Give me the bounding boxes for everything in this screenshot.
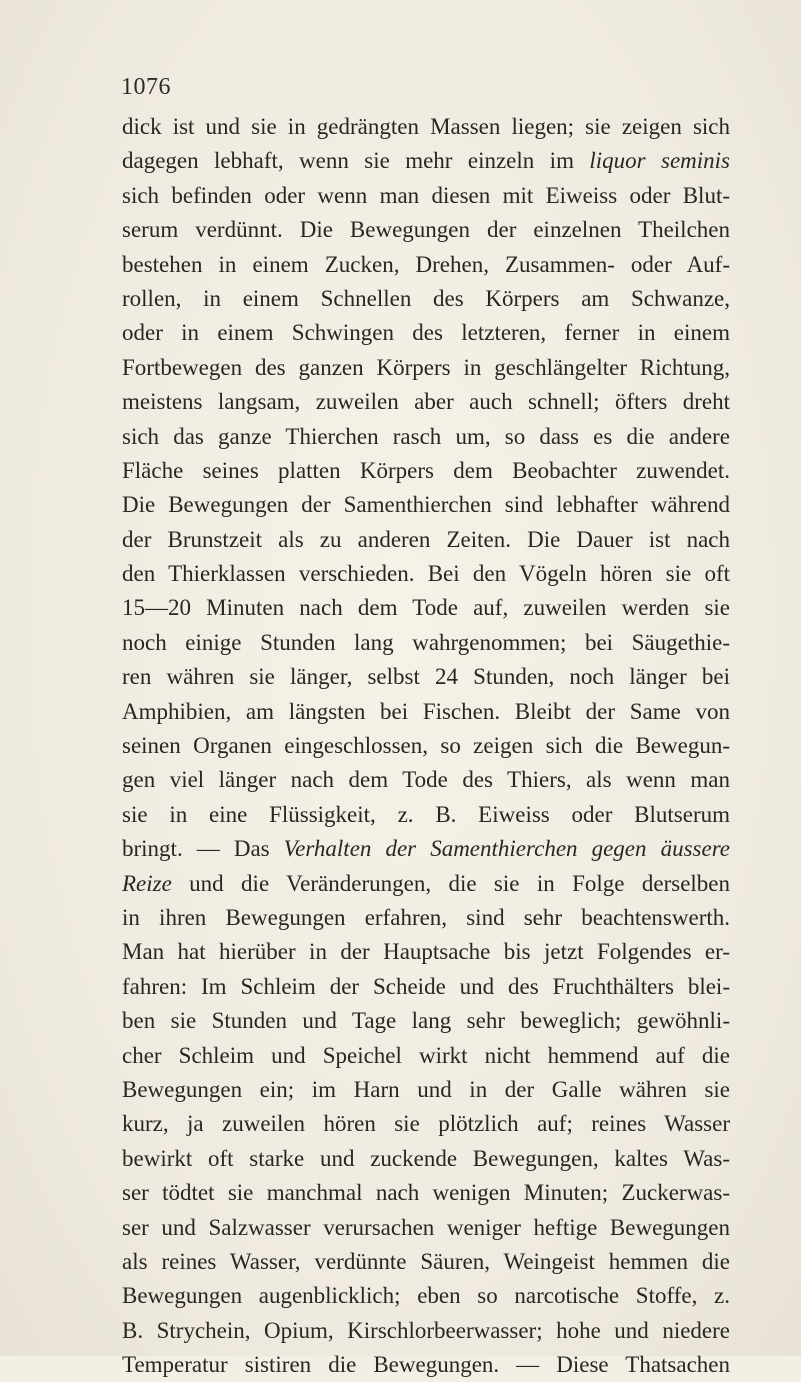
text-line bbox=[122, 1073, 730, 1107]
text-line bbox=[122, 1107, 730, 1141]
text-segment: Die Bewegungen der Samenthierchen sind lebhafter während bbox=[122, 492, 730, 518]
text-line bbox=[122, 1348, 730, 1382]
text-line bbox=[122, 1039, 730, 1073]
text-line bbox=[122, 1279, 730, 1313]
text-line bbox=[122, 523, 730, 557]
text-segment: sich befinden oder wenn man diesen mit Eiweiss oder Blut- bbox=[122, 182, 730, 208]
text-segment: ben sie Stunden und Tage lang sehr beweglich; gewöhnli- bbox=[122, 1008, 730, 1034]
text-segment: sich das ganze Thierchen rasch um, so dass es die andere bbox=[122, 423, 730, 449]
text-line bbox=[122, 1142, 730, 1176]
text-line bbox=[122, 454, 730, 488]
text-segment: Bewegungen ein; im Harn und in der Galle währen sie bbox=[122, 1076, 730, 1102]
text-line bbox=[122, 1245, 730, 1279]
text-segment: in ihren Bewegungen erfahren, sind sehr beachtenswerth. bbox=[122, 904, 730, 930]
text-line bbox=[122, 248, 730, 282]
text-segment: seinen Organen eingeschlossen, so zeigen sich die Bewegun- bbox=[122, 733, 730, 759]
text-line bbox=[122, 110, 730, 144]
text-segment: meistens langsam, zuweilen aber auch schnell; öfters dreht bbox=[122, 389, 730, 415]
text-segment: Fläche seines platten Körpers dem Beobachter zuwendet. bbox=[122, 457, 730, 483]
text-line bbox=[122, 591, 730, 625]
italic-text: Verhalten der Samenthierchen gegen äussere bbox=[283, 836, 730, 862]
text-segment: cher Schleim und Speichel wirkt nicht hemmend auf die bbox=[122, 1042, 730, 1068]
text-line bbox=[122, 729, 730, 763]
text-segment: ren währen sie länger, selbst 24 Stunden, noch länger bei bbox=[122, 664, 730, 690]
text-segment: serum verdünnt. Die Bewegungen der einzelnen Theilchen bbox=[122, 217, 730, 243]
text-line bbox=[122, 557, 730, 591]
text-segment: dick ist und sie in gedrängten Massen liegen; sie zeigen sich bbox=[122, 114, 730, 139]
text-segment: den Thierklassen verschieden. Bei den Vögeln hören sie oft bbox=[122, 561, 730, 587]
body-text bbox=[122, 110, 730, 1382]
text-line bbox=[122, 832, 730, 866]
text-segment: Man hat hierüber in der Hauptsache bis jetzt Folgendes er- bbox=[122, 939, 730, 965]
text-segment: und die Veränderungen, die sie in Folge derselben bbox=[171, 870, 730, 896]
text-line bbox=[122, 695, 730, 729]
text-line bbox=[122, 1004, 730, 1038]
text-segment: dagegen lebhaft, wenn sie mehr einzeln im bbox=[122, 148, 590, 174]
text-segment: 15—20 Minuten nach dem Tode auf, zuweilen werden sie bbox=[122, 595, 730, 621]
text-segment: noch einige Stunden lang wahrgenommen; bei Säugethie- bbox=[122, 629, 730, 655]
text-line bbox=[122, 626, 730, 660]
italic-text: liquor seminis bbox=[589, 148, 731, 174]
text-line bbox=[122, 970, 730, 1004]
text-line bbox=[122, 316, 730, 350]
text-segment: der Brunstzeit als zu anderen Zeiten. Die Dauer ist nach bbox=[122, 526, 730, 552]
text-line bbox=[122, 213, 730, 247]
text-segment: Amphibien, am längsten bei Fischen. Bleibt der Same von bbox=[122, 698, 730, 724]
text-line bbox=[122, 1314, 730, 1348]
text-segment: bestehen in einem Zucken, Drehen, Zusammen- oder Auf- bbox=[122, 251, 730, 277]
text-segment: ser und Salzwasser verursachen weniger heftige Bewegungen bbox=[122, 1214, 730, 1240]
text-segment: fahren: Im Schleim der Scheide und des Fruchthälters blei- bbox=[122, 973, 730, 999]
text-segment: sie in eine Flüssigkeit, z. B. Eiweiss oder Blutserum bbox=[122, 801, 730, 827]
text-line bbox=[122, 351, 730, 385]
text-segment: ser tödtet sie manchmal nach wenigen Minuten; Zuckerwas- bbox=[122, 1180, 730, 1206]
text-segment: bewirkt oft starke und zuckende Bewegungen, kaltes Was- bbox=[122, 1145, 730, 1171]
text-segment: B. Strychein, Opium, Kirschlorbeerwasser; hohe und niedere bbox=[122, 1317, 730, 1343]
text-line bbox=[122, 488, 730, 522]
text-segment: Temperatur sistiren die Bewegungen. — Diese Thatsachen bbox=[122, 1352, 730, 1378]
text-segment: bringt. — Das bbox=[122, 836, 284, 862]
text-segment: gen viel länger nach dem Tode des Thiers, als wenn man bbox=[122, 767, 730, 793]
text-line bbox=[122, 179, 730, 213]
text-line bbox=[122, 901, 730, 935]
text-line bbox=[122, 420, 730, 454]
page-number: 1076 bbox=[121, 74, 171, 100]
text-line bbox=[122, 763, 730, 797]
text-line bbox=[122, 798, 730, 832]
text-line bbox=[122, 1176, 730, 1210]
text-segment: rollen, in einem Schnellen des Körpers am Schwanze, bbox=[122, 285, 730, 311]
text-line bbox=[122, 385, 730, 419]
text-line bbox=[122, 144, 730, 178]
text-line bbox=[122, 282, 730, 316]
text-segment: Fortbewegen des ganzen Körpers in geschlängelter Richtung, bbox=[122, 354, 730, 380]
text-segment: Bewegungen augenblicklich; eben so narcotische Stoffe, z. bbox=[122, 1283, 730, 1309]
text-segment: kurz, ja zuweilen hören sie plötzlich auf; reines Wasser bbox=[122, 1111, 730, 1137]
italic-text: Reize bbox=[122, 870, 172, 896]
text-line bbox=[122, 867, 730, 901]
text-line bbox=[122, 1211, 730, 1245]
text-line bbox=[122, 660, 730, 694]
text-segment: oder in einem Schwingen des letzteren, ferner in einem bbox=[122, 320, 730, 346]
text-line bbox=[122, 935, 730, 969]
text-segment: als reines Wasser, verdünnte Säuren, Weingeist hemmen die bbox=[122, 1248, 730, 1274]
